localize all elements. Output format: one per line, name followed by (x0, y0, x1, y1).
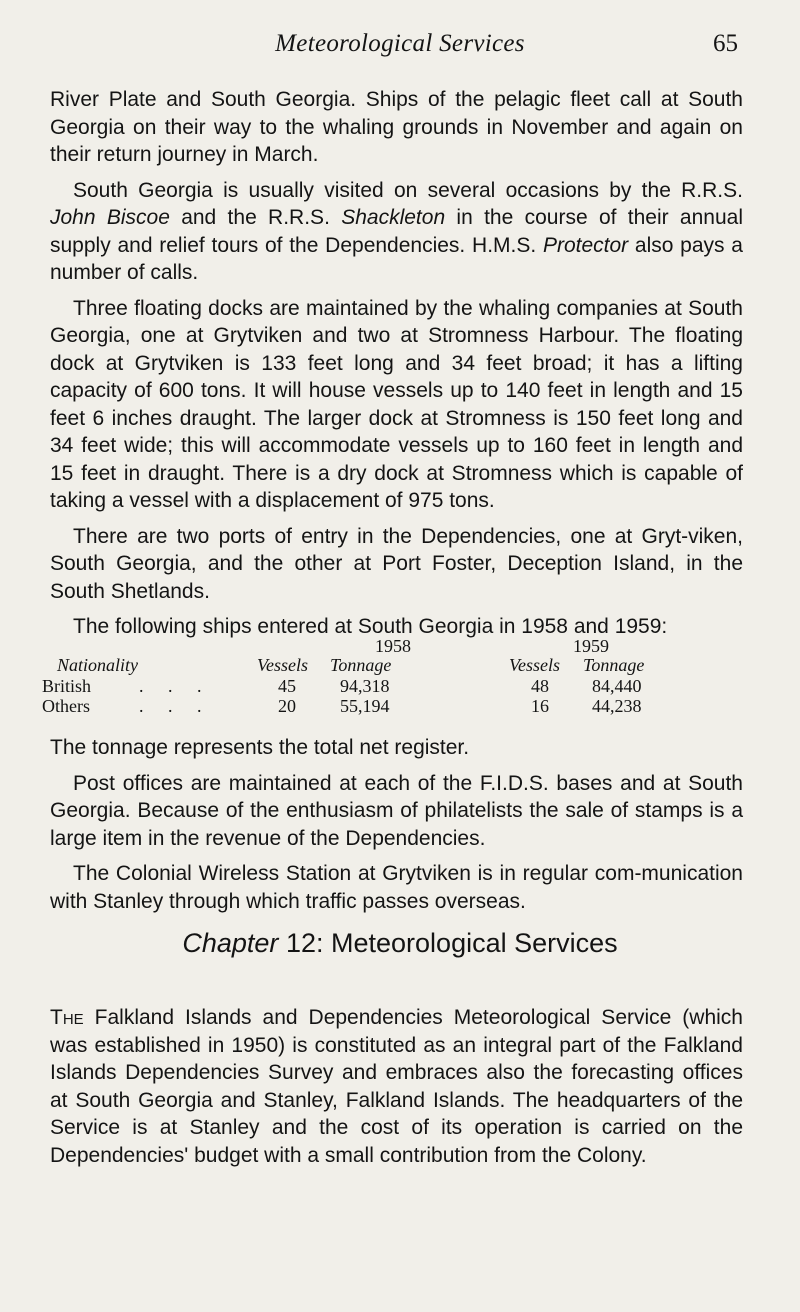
chapter-title: Meteorological Services (331, 928, 618, 958)
ship-name-john-biscoe: John Biscoe (50, 206, 170, 229)
row-others-tonnage-1959: 44,238 (592, 696, 642, 716)
year-header-1959: 1959 (573, 636, 609, 656)
chapter-heading (0, 928, 800, 959)
row-british-vessels-1959: 48 (531, 676, 549, 696)
column-header-nationality: Nationality (57, 655, 138, 675)
column-header-vessels-1958: Vessels (257, 655, 308, 675)
paragraph-ship-visits (50, 177, 743, 287)
column-header-vessels-1959: Vessels (509, 655, 560, 675)
row-others-tonnage-1958: 55,194 (340, 696, 390, 716)
running-title: Meteorological Services (275, 30, 525, 57)
row-others-vessels-1958: 20 (278, 696, 296, 716)
text-run: in the course of their annual supply and relief tours of the Dependencies. H.M.S. (50, 206, 743, 257)
row-british-nationality: British (42, 676, 92, 696)
row-others-leader-dots: . . . (139, 696, 212, 716)
ship-name-shackleton: Shackleton (341, 206, 446, 229)
ship-name-protector: Protector (542, 233, 629, 257)
text-run: and the R.R.S. (169, 206, 342, 229)
row-british-tonnage-1958: 94,318 (340, 676, 390, 696)
text-run: South Georgia is usually visited on several occasions by the R.R.S. (73, 178, 743, 202)
paragraph-wireless-station: The Colonial Wireless Station at Grytviken is in regular com-munication with Stanley through which traffic passes overseas. (50, 862, 743, 913)
row-others-vessels-1959: 16 (531, 696, 549, 716)
column-header-tonnage-1959: Tonnage (583, 655, 645, 675)
row-british-tonnage-1959: 84,440 (592, 676, 642, 696)
column-header-tonnage-1958: Tonnage (330, 655, 392, 675)
paragraph-ships-entered: The following ships entered at South Georgia in 1958 and 1959: (73, 615, 668, 638)
row-british-vessels-1958: 45 (278, 676, 296, 696)
row-british-leader-dots: . . . (139, 676, 212, 696)
chapter-number: 12: (285, 928, 324, 958)
page-number: 65 (713, 30, 738, 57)
paragraph-post-offices: Post offices are maintained at each of the F.I.D.S. bases and at South Georgia. Because of the enthusiasm of philatelists the sale of stamps is a large item in the revenue of the Dependencies. (50, 771, 743, 850)
body-text-chapter (50, 1004, 743, 1177)
paragraph-ports-of-entry: There are two ports of entry in the Dependencies, one at Gryt-viken, South Georgia, and the other at Port Foster, Deception Island, in the South Shetlands. (50, 524, 743, 603)
paragraph-river-plate: River Plate and South Georgia. Ships of the pelagic fleet call at South Georgia on their way to the whaling grounds in November and again on their return journey in March. (50, 88, 743, 166)
year-header-1958: 1958 (375, 636, 411, 656)
row-others-nationality: Others (42, 696, 90, 716)
body-text-middle (50, 734, 743, 923)
paragraph-floating-docks: Three floating docks are maintained by the whaling companies at South Georgia, one at Grytviken and two at Stromness Harbour. The floating dock at Grytviken is 133 feet long and 34 feet broad; it has a lifting capacity of 600 tons. It will house vessels up to 140 feet in length and 15 feet 6 inches draught. The larger dock at Stromness is 150 feet long and 34 feet wide; this will accommodate vessels up to 160 feet in length and 15 feet in draught. There is a dry dock at Stromness which is capable of taking a vessel with a displacement of 975 tons. (50, 296, 743, 512)
text-run: also pays a number of calls. (50, 233, 743, 284)
small-caps-lead: The (50, 1006, 84, 1029)
running-head (50, 30, 750, 62)
text-run: Falkland Islands and Dependencies Meteorological Service (which was established in 1950) is constituted as an integral part of the Falkland Islands Dependencies Survey and embraces also the forecasting offices at South Georgia and Stanley, Falkland Islands. The headquarters of the Service is at Stanley and the cost of its operation is carried on the Dependencies' budget with a small contribution from the Colony. (50, 1006, 743, 1167)
paragraph-met-service (50, 1004, 743, 1169)
body-text-top (50, 86, 743, 649)
chapter-label: Chapter (182, 928, 279, 958)
paragraph-tonnage-note: The tonnage represents the total net register. (50, 736, 470, 759)
